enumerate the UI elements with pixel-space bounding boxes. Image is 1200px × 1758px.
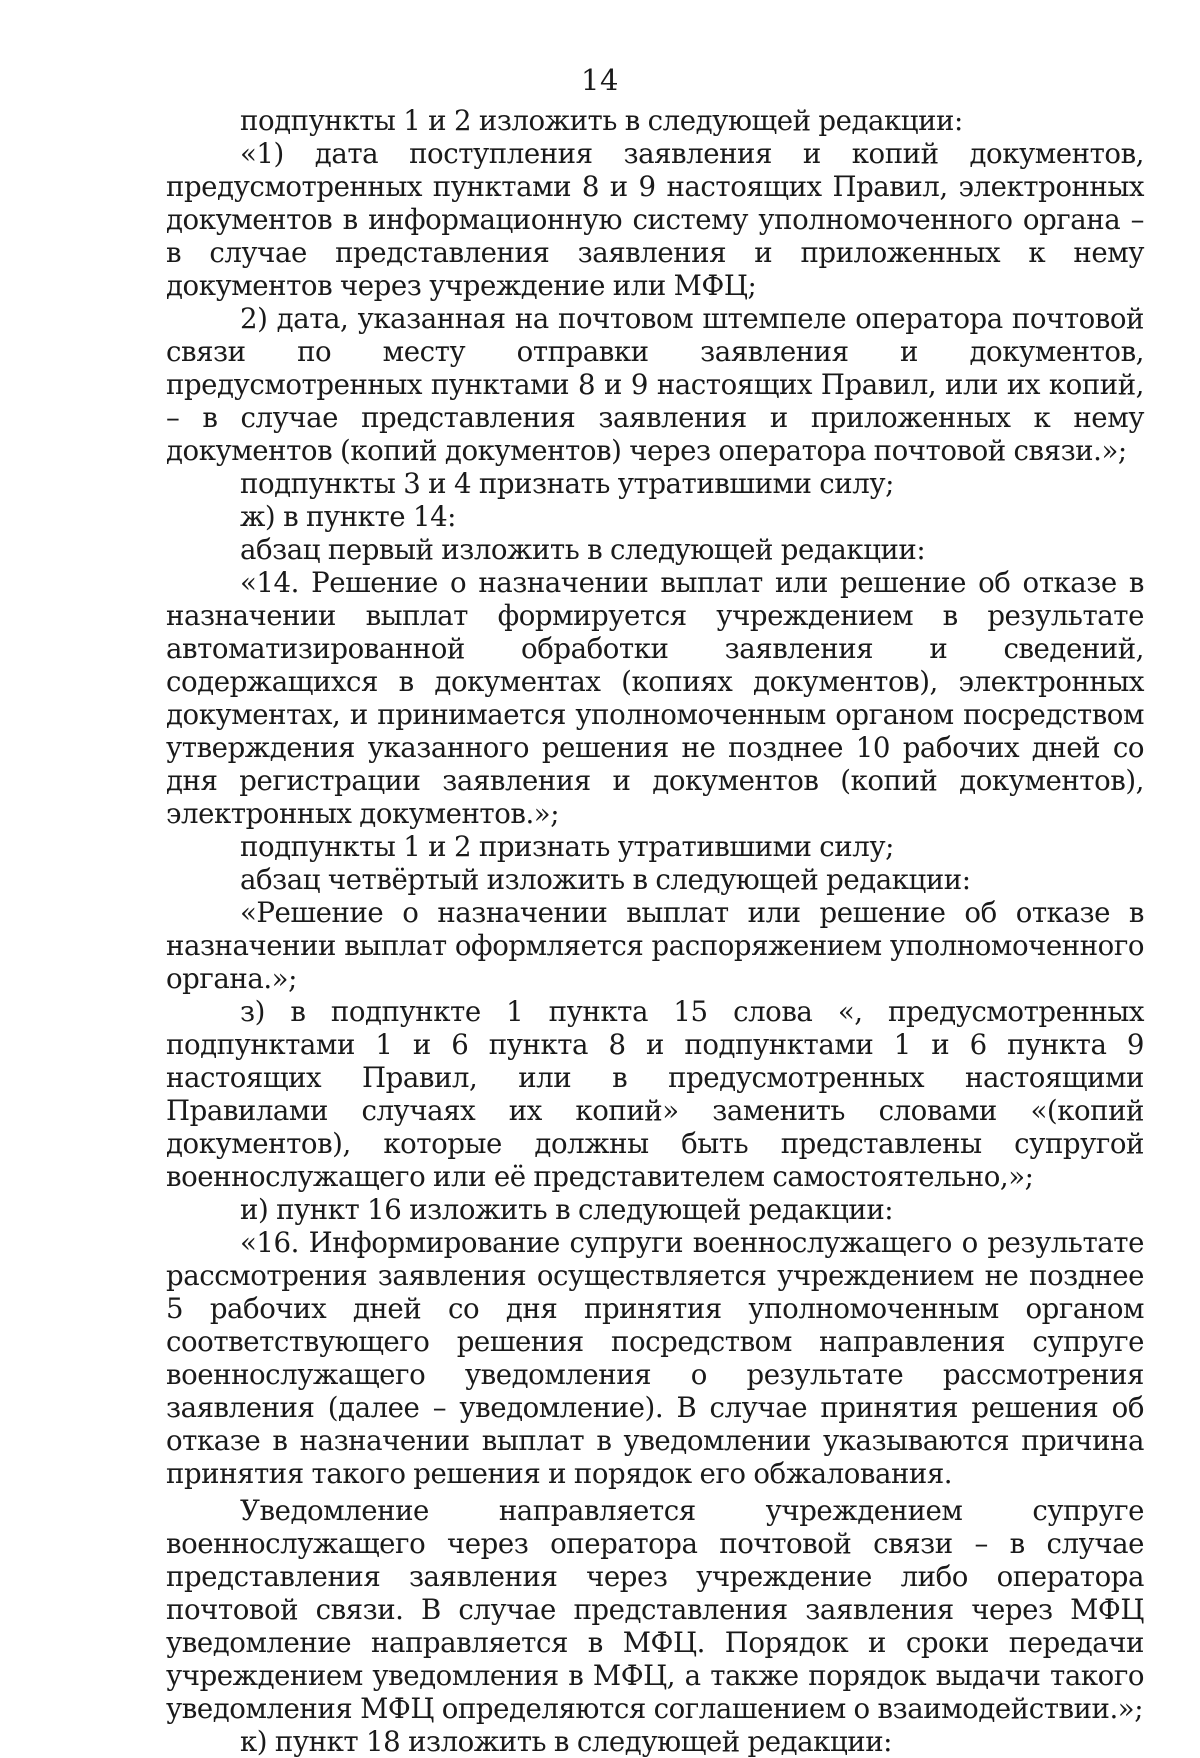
paragraph-15: к) пункт 18 изложить в следующей редакции: <box>240 1725 893 1758</box>
paragraph-7: «14. Решение о назначении выплат или решение об отказе в назначении выплат формируется учреждением в результате автоматизированной обработки заявления и сведений, содержащихся в документах (копиях документов), электронных документах, и принимается уполномоченным органом посредством утверждения указанного решения не позднее 10 рабочих дней со дня регистрации заявления и документов (копий документов), электронных документов.»; <box>166 566 1144 830</box>
paragraph-6: абзац первый изложить в следующей редакции: <box>240 533 926 566</box>
paragraph-13: «16. Информирование супруги военнослужащего о результате рассмотрения заявления осуществляется учреждением не позднее 5 рабочих дней со дня принятия уполномоченным органом соответствующего решения посредством направления супруге военнослужащего уведомления о результате рассмотрения заявления (далее – уведомление). В случае принятия решения об отказе в назначении выплат в уведомлении указываются причина принятия такого решения и порядок его обжалования. <box>166 1226 1144 1490</box>
document-body <box>166 104 1144 1758</box>
paragraph-3: 2) дата, указанная на почтовом штемпеле оператора почтовой связи по месту отправки заявления и документов, предусмотренных пунктами 8 и 9 настоящих Правил, или их копий, – в случае представления заявления и приложенных к нему документов (копий документов) через оператора почтовой связи.»; <box>166 302 1144 467</box>
paragraph-14: Уведомление направляется учреждением супруге военнослужащего через оператора почтовой связи – в случае представления заявления через учреждение либо оператора почтовой связи. В случае представления заявления через МФЦ уведомление направляется в МФЦ. Порядок и сроки передачи учреждением уведомления в МФЦ, а также порядок выдачи такого уведомления МФЦ определяются соглашением о взаимодействии.»; <box>166 1494 1144 1725</box>
paragraph-4: подпункты 3 и 4 признать утратившими силу; <box>240 467 894 500</box>
paragraph-8: подпункты 1 и 2 признать утратившими силу; <box>240 830 894 863</box>
paragraph-12: и) пункт 16 изложить в следующей редакции: <box>240 1193 894 1226</box>
paragraph-11: з) в подпункте 1 пункта 15 слова «, предусмотренных подпунктами 1 и 6 пункта 8 и подпунктами 1 и 6 пункта 9 настоящих Правил, или в предусмотренных настоящими Правилами случаях их копий» заменить словами «(копий документов), которые должны быть представлены супругой военнослужащего или её представителем самостоятельно,»; <box>166 995 1144 1193</box>
paragraph-5: ж) в пункте 14: <box>240 500 457 533</box>
paragraph-9: абзац четвёртый изложить в следующей редакции: <box>240 863 971 896</box>
paragraph-10: «Решение о назначении выплат или решение об отказе в назначении выплат оформляется распоряжением уполномоченного органа.»; <box>166 896 1144 995</box>
page-number: 14 <box>581 63 619 97</box>
paragraph-2: «1) дата поступления заявления и копий документов, предусмотренных пунктами 8 и 9 настоящих Правил, электронных документов в информационную систему уполномоченного органа – в случае представления заявления и приложенных к нему документов через учреждение или МФЦ; <box>166 137 1144 302</box>
paragraph-1: подпункты 1 и 2 изложить в следующей редакции: <box>240 104 963 137</box>
